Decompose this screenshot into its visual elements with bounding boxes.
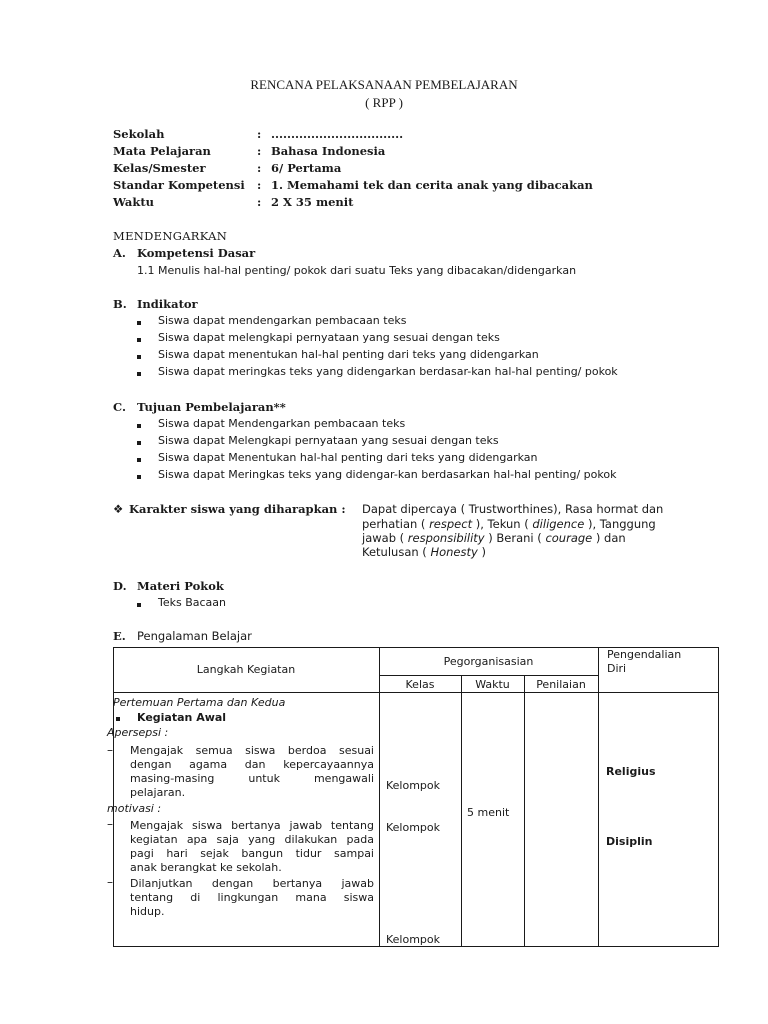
indikator-item: Siswa dapat menentukan hal-hal penting dari teks yang didengarkan <box>158 348 539 361</box>
indikator-item: Siswa dapat melengkapi pernyataan yang sesuai dengan teks <box>158 331 500 344</box>
bullet-icon <box>116 717 120 721</box>
item3-line: tentang di lingkungan mana siswa <box>130 891 374 904</box>
identity-label: Mata Pelajaran <box>113 144 211 158</box>
karakter-line <box>362 545 486 559</box>
item1-line: masing-masing untuk mengawali <box>130 772 374 785</box>
bullet-icon <box>137 441 141 445</box>
identity-label: Kelas/Smester <box>113 161 206 175</box>
bullet-icon <box>137 475 141 479</box>
document-subtitle: ( RPP ) <box>365 95 403 110</box>
section-c-letter: C. <box>113 400 126 414</box>
identity-sep: : <box>257 195 262 209</box>
text-span: ) <box>477 545 486 559</box>
section-heading: MENDENGARKAN <box>113 229 228 243</box>
text-span-italic: responsibility <box>407 531 485 545</box>
section-a-item: 1.1 Menulis hal-hal penting/ pokok dari suatu Teks yang dibacakan/didengarkan <box>137 264 577 277</box>
text-span: ) dan <box>592 531 626 545</box>
meeting-label: Pertemuan Pertama dan Kedua <box>113 696 286 709</box>
text-span-italic: diligence <box>532 517 585 531</box>
text-span-italic: respect <box>429 517 473 531</box>
text-span: perhatian ( <box>362 517 430 531</box>
col-header-langkah: Langkah Kegiatan <box>196 663 296 676</box>
tujuan-item: Siswa dapat Meringkas teks yang didengar-kan berdasarkan hal-hal penting/ pokok <box>158 468 617 481</box>
section-d-heading: Materi Pokok <box>137 579 224 593</box>
section-b-heading: Indikator <box>137 297 198 311</box>
text-span-italic: Honesty <box>430 545 478 559</box>
bullet-icon <box>137 321 141 325</box>
sub-header-kelas: Kelas <box>405 678 435 691</box>
document-title: RENCANA PELAKSANAAN PEMBELAJARAN <box>250 77 518 92</box>
item1-line: Mengajak semua siswa berdoa sesuai <box>130 744 374 757</box>
section-a-letter: A. <box>113 246 126 260</box>
identity-sep: : <box>257 161 262 175</box>
karakter-value: Religius <box>606 765 656 778</box>
tujuan-item: Siswa dapat Melengkapi pernyataan yang sesuai dengan teks <box>158 434 499 447</box>
table-border <box>524 675 525 947</box>
dash-icon: – <box>107 875 113 889</box>
diamond-bullet-icon: ❖ <box>113 502 124 516</box>
indikator-item: Siswa dapat mendengarkan pembacaan teks <box>158 314 407 327</box>
item1-line: dengan agama dan kepercayaannya <box>130 758 374 771</box>
text-span: jawab ( <box>362 531 408 545</box>
karakter-value: Disiplin <box>606 835 653 848</box>
dash-icon: – <box>107 817 113 831</box>
identity-label: Waktu <box>113 195 155 209</box>
text-span-italic: courage <box>545 531 593 545</box>
text-span: ) Berani ( <box>484 531 546 545</box>
identity-value: 1. Memahami tek dan cerita anak yang dibacakan <box>271 178 593 192</box>
table-border <box>113 692 719 693</box>
bullet-icon <box>137 355 141 359</box>
motivasi-label: motivasi : <box>107 802 162 815</box>
section-e-heading: Pengalaman Belajar <box>137 629 252 643</box>
table-border <box>461 675 462 947</box>
bullet-icon <box>137 424 141 428</box>
materi-item: Teks Bacaan <box>158 596 227 609</box>
identity-label: Sekolah <box>113 127 165 141</box>
kelas-value: Kelompok <box>386 821 441 834</box>
identity-label: Standar Kompetensi <box>113 178 245 192</box>
karakter-label: Karakter siswa yang diharapkan : <box>129 502 346 516</box>
waktu-value: 5 menit <box>467 806 510 819</box>
section-d-letter: D. <box>113 579 127 593</box>
dash-icon: – <box>107 743 113 757</box>
text-span: ), Tanggung <box>584 517 656 531</box>
table-border <box>379 675 598 676</box>
bullet-icon <box>137 603 141 607</box>
bullet-icon <box>137 338 141 342</box>
text-span: Ketulusan ( <box>362 545 431 559</box>
item3-line: Dilanjutkan dengan bertanya jawab <box>130 877 374 890</box>
identity-value: ................................. <box>271 127 404 141</box>
table-border <box>598 647 599 947</box>
section-e-letter: E. <box>113 629 126 643</box>
identity-value: Bahasa Indonesia <box>271 144 386 158</box>
item1-line: pelajaran. <box>130 786 186 799</box>
col-header-pengendalian: Pengendalian <box>607 648 682 661</box>
col-header-org: Pegorganisasian <box>443 655 534 668</box>
section-c-heading: Tujuan Pembelajaran** <box>137 400 286 414</box>
bullet-icon <box>137 458 141 462</box>
identity-sep: : <box>257 127 262 141</box>
bullet-icon <box>137 372 141 376</box>
kelas-value: Kelompok <box>386 933 441 946</box>
item2-line: Mengajak siswa bertanya jawab tentang <box>130 819 374 832</box>
karakter-line <box>362 517 656 531</box>
kelas-value: Kelompok <box>386 779 441 792</box>
karakter-line: Dapat dipercaya ( Trustworthines), Rasa hormat dan <box>362 502 664 516</box>
item2-line: anak berangkat ke sekolah. <box>130 861 282 874</box>
apersepsi-label-text: Apersepsi : <box>107 726 169 739</box>
karakter-line <box>362 531 626 545</box>
sub-header-waktu: Waktu <box>475 678 510 691</box>
identity-sep: : <box>257 178 262 192</box>
section-a-heading: Kompetensi Dasar <box>137 246 256 260</box>
indikator-item: Siswa dapat meringkas teks yang didengarkan berdasar-kan hal-hal penting/ pokok <box>158 365 618 378</box>
identity-value: 6/ Pertama <box>271 161 342 175</box>
col-header-pengendalian: Diri <box>607 662 627 675</box>
kegiatan-awal-heading: Kegiatan Awal <box>137 711 227 724</box>
identity-sep: : <box>257 144 262 158</box>
table-border <box>113 946 719 947</box>
item2-line: kegiatan apa saja yang dilakukan pada <box>130 833 374 846</box>
tujuan-item: Siswa dapat Menentukan hal-hal penting dari teks yang didengarkan <box>158 451 538 464</box>
item3-line: hidup. <box>130 905 165 918</box>
sub-header-penilaian: Penilaian <box>536 678 586 691</box>
section-b-letter: B. <box>113 297 127 311</box>
table-border <box>379 647 380 947</box>
tujuan-item: Siswa dapat Mendengarkan pembacaan teks <box>158 417 406 430</box>
text-span: ), Tekun ( <box>472 517 533 531</box>
identity-value: 2 X 35 menit <box>271 195 354 209</box>
item2-line: pagi hari sejak bangun tidur sampai <box>130 847 374 860</box>
